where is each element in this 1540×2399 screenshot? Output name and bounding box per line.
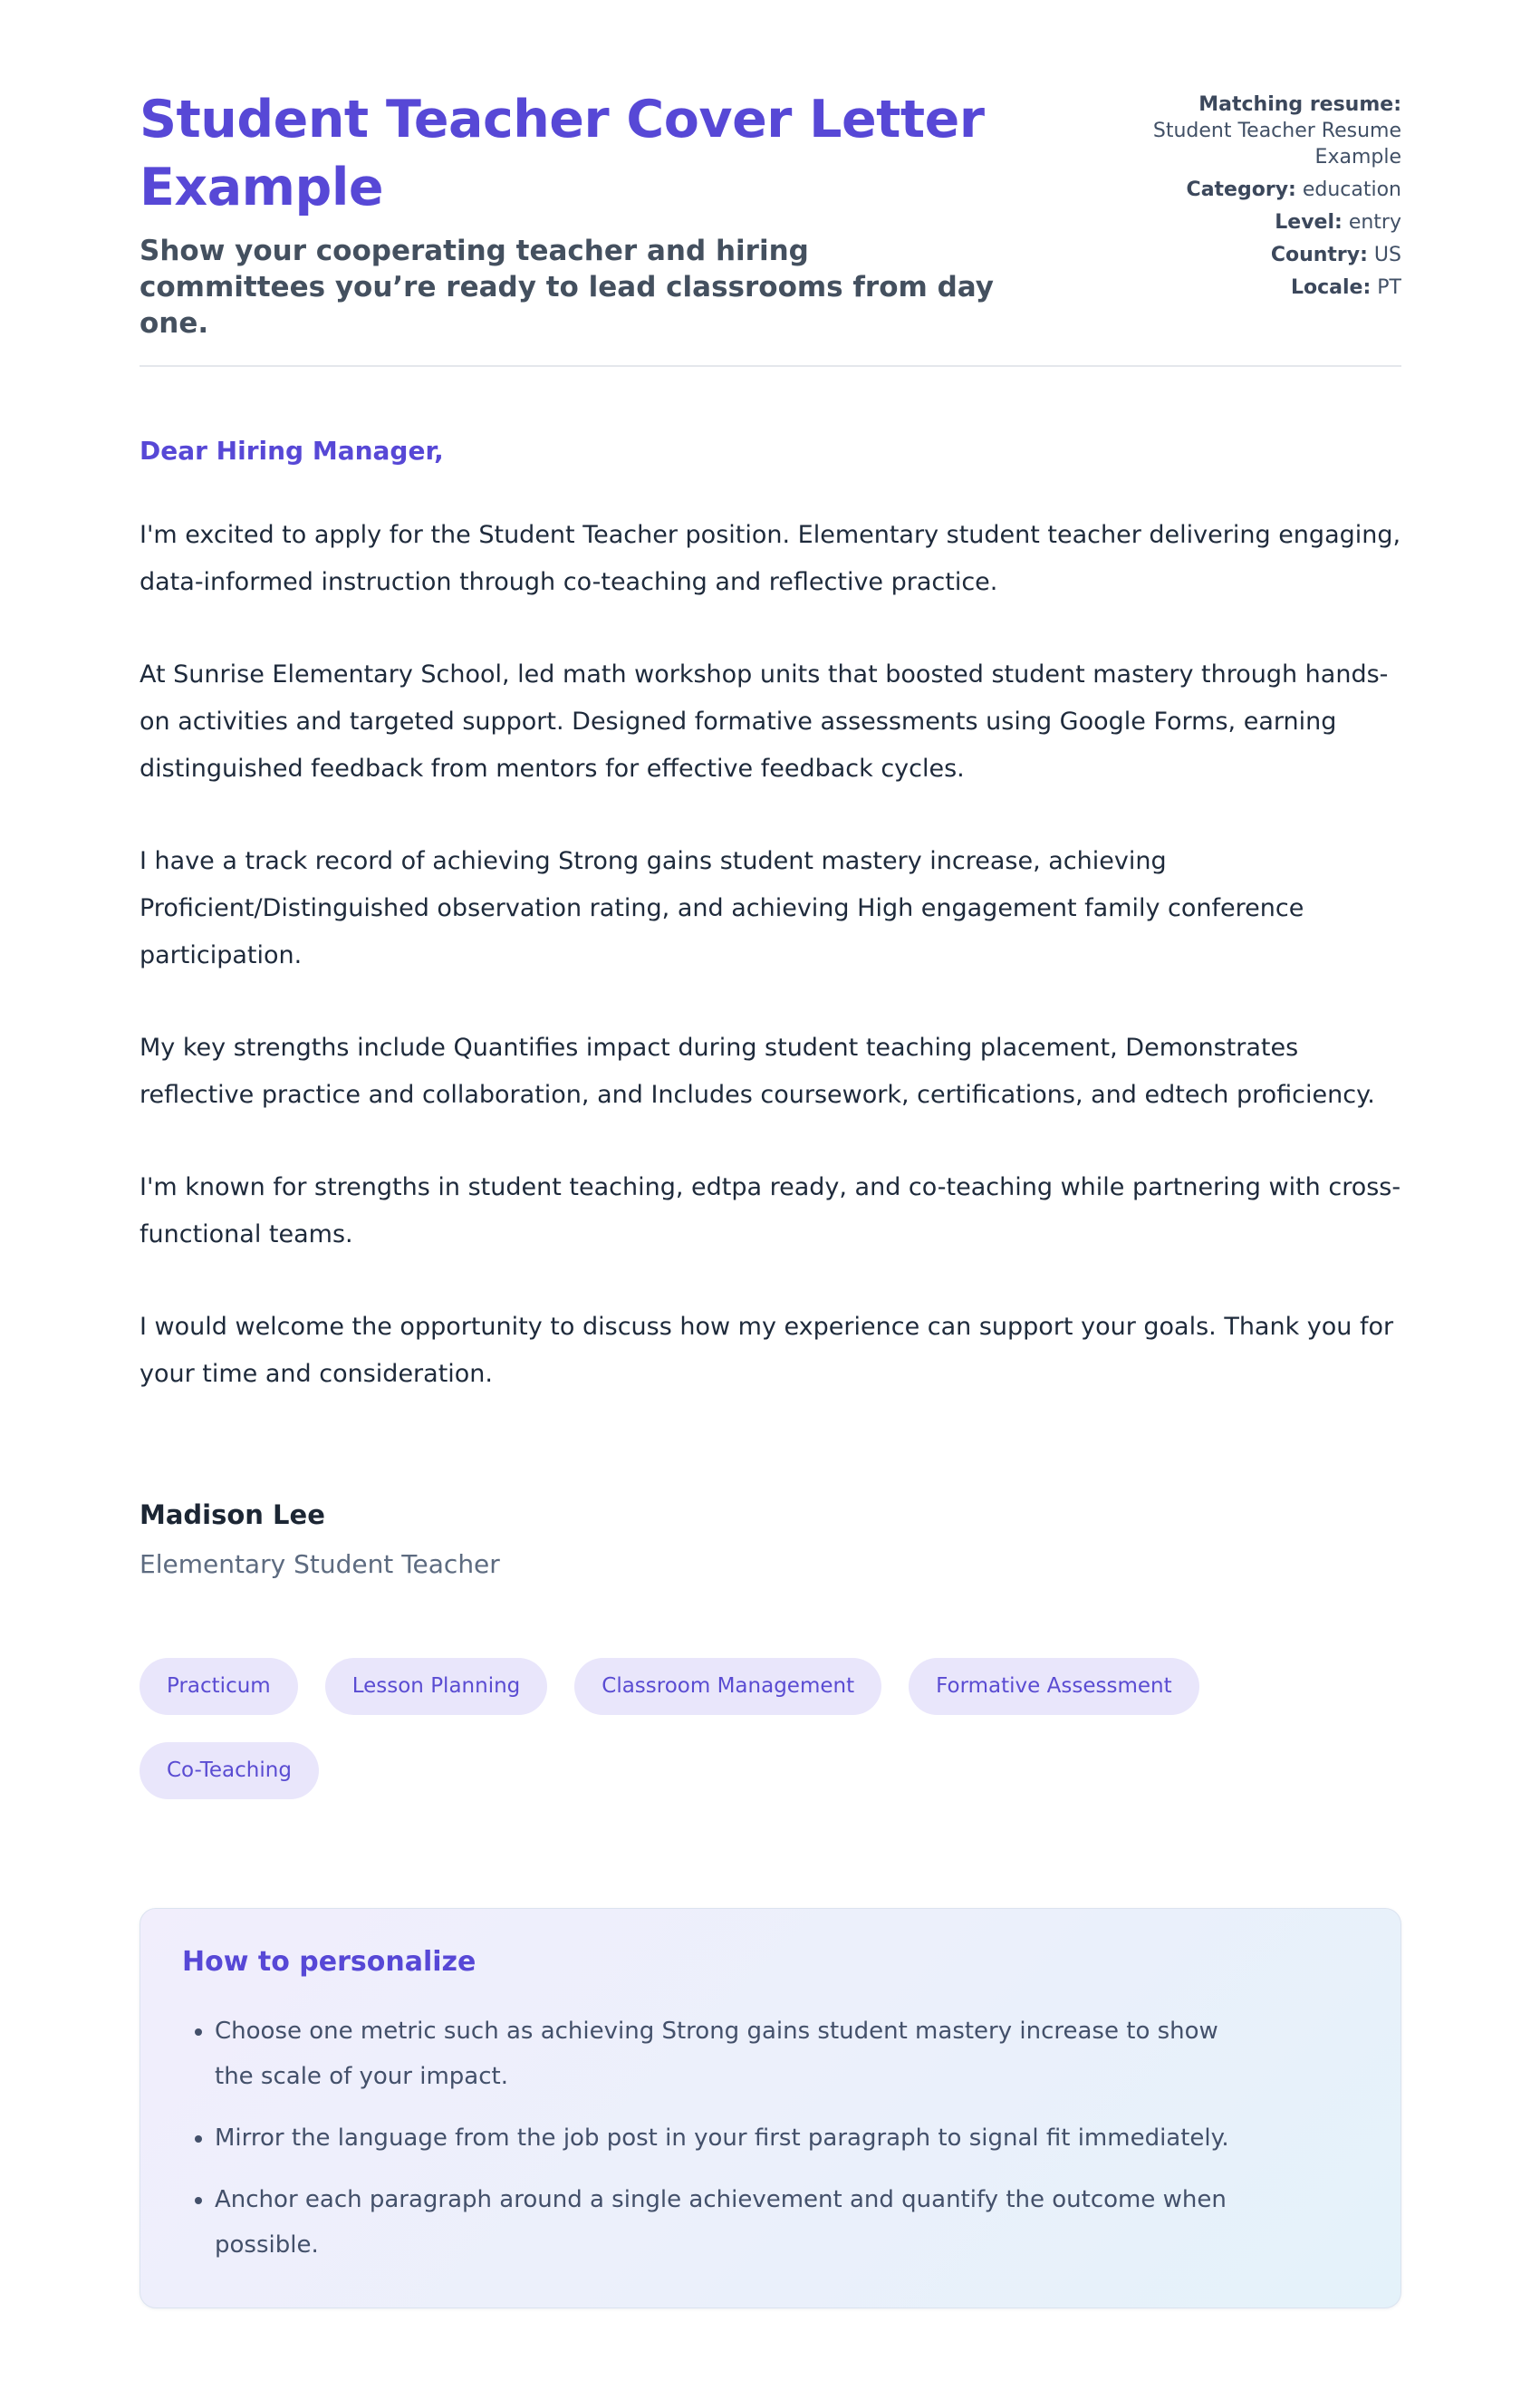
letter-greeting: Dear Hiring Manager, (140, 436, 444, 466)
meta-matching-label (1102, 92, 1401, 118)
skill-tags (140, 1658, 1401, 1799)
tag-classroom-management: Classroom Management (574, 1658, 881, 1715)
tip-list (182, 2009, 1233, 2268)
resume-meta-block (1102, 86, 1401, 301)
category-label: Category: (1186, 178, 1296, 201)
signature-role: Elementary Student Teacher (140, 1549, 500, 1579)
meta-row-level (1102, 209, 1401, 236)
country-label: Country: (1270, 244, 1368, 266)
meta-row-category (1102, 177, 1401, 203)
tag-co-teaching: Co-Teaching (140, 1742, 319, 1799)
header (140, 86, 1401, 342)
cover-letter-body (140, 367, 1401, 2308)
country-value: US (1373, 244, 1401, 266)
page-subtitle: Show your cooperating teacher and hiring committees you’re ready to lead classrooms from day one. (140, 235, 994, 340)
page-title: Student Teacher Cover Letter Example (140, 90, 985, 217)
meta-row-country (1102, 242, 1401, 268)
locale-value: PT (1377, 276, 1401, 299)
tag-formative-assessment: Formative Assessment (909, 1658, 1198, 1715)
tip-item: • Mirror the language from the job post in your first paragraph to signal fit immediately. (215, 2115, 1233, 2161)
matching-resume-value: Student Teacher Resume Example (1152, 120, 1401, 169)
header-left (140, 86, 1054, 342)
tip-item: • Anchor each paragraph around a single achievement and quantify the outcome when possible. (215, 2177, 1233, 2268)
category-value: education (1302, 178, 1401, 201)
tag-lesson-planning: Lesson Planning (325, 1658, 548, 1715)
level-value: entry (1348, 211, 1401, 234)
letter-paragraph: I'm known for strengths in student teaching, edtpa ready, and co-teaching while partnering with cross-functional teams. (140, 1173, 1401, 1248)
letter-paragraph: At Sunrise Elementary School, led math workshop units that boosted student mastery through hands-on activities and targeted support. Designed formative assessments using Google Forms, earning distinguished feedback from mentors for effective feedback cycles. (140, 660, 1389, 783)
letter-paragraph: My key strengths include Quantifies impact during student teaching placement, Demonstrates reflective practice and collaboration, and Includes coursework, certifications, and edtech proficiency. (140, 1034, 1375, 1109)
meta-row-locale (1102, 275, 1401, 301)
letter-paragraph: I have a track record of achieving Strong gains student mastery increase, achieving Proficient/Distinguished observation rating, and achieving High engagement family conference participation. (140, 847, 1304, 969)
locale-label: Locale: (1291, 276, 1372, 299)
letter-paragraph: I'm excited to apply for the Student Teacher position. Elementary student teacher delivering engaging, data-informed instruction through co-teaching and reflective practice. (140, 521, 1401, 596)
tag-practicum: Practicum (140, 1658, 298, 1715)
tip-card-title: How to personalize (182, 1946, 476, 1978)
tip-item: • Choose one metric such as achieving Strong gains student mastery increase to show the scale of your impact. (215, 2009, 1233, 2099)
level-label: Level: (1275, 211, 1343, 234)
matching-resume-label: Matching resume: (1198, 93, 1401, 116)
letter-paragraph: I would welcome the opportunity to discuss how my experience can support your goals. Thank you for your time and consideration. (140, 1313, 1394, 1388)
how-to-personalize-card (140, 1908, 1401, 2308)
signature-name: Madison Lee (140, 1499, 325, 1530)
